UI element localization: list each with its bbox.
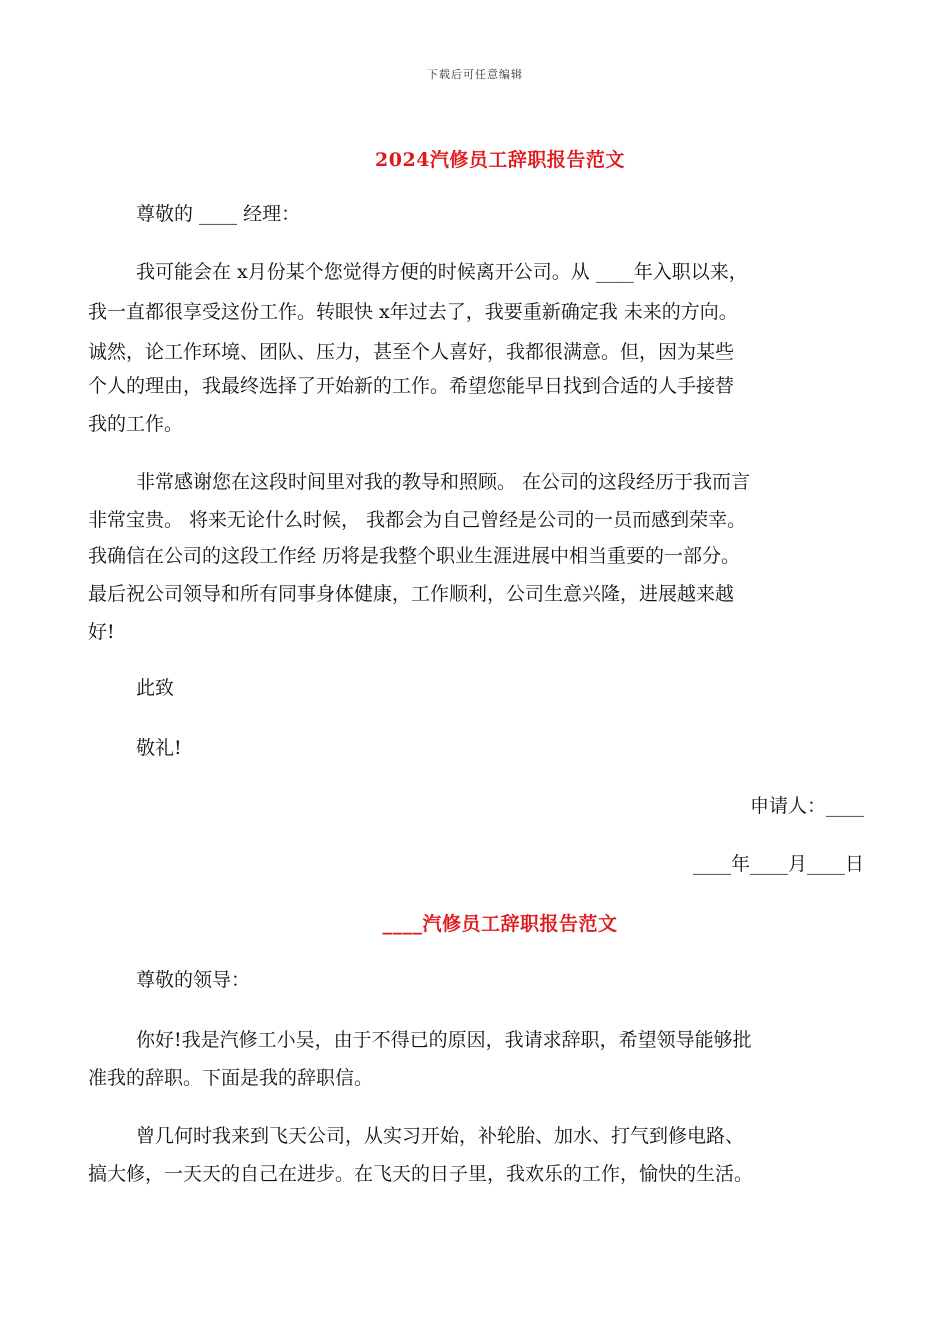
date-line: ____年____月____日 bbox=[692, 853, 864, 875]
letter1-salutation: 尊敬的 ____ 经理： bbox=[136, 203, 301, 225]
letter1-para2-line: 好! bbox=[88, 621, 115, 643]
header-note: 下载后可任意编辑 bbox=[427, 68, 523, 81]
letter2-para1-line: 准我的辞职。下面是我的辞职信。 bbox=[88, 1067, 374, 1089]
letter1-para2-line: 非常感谢您在这段时间里对我的教导和照顾。 在公司的这段经历于我而言 bbox=[136, 471, 751, 493]
letter1-regards: 敬礼! bbox=[136, 737, 182, 759]
letter2-para2-line: 曾几何时我来到飞天公司，从实习开始，补轮胎、加水、打气到修电路、 bbox=[136, 1125, 745, 1147]
letter1-closing: 此致 bbox=[136, 677, 175, 699]
letter2-para2-line: 搞大修，一天天的自己在进步。在飞天的日子里，我欢乐的工作，愉快的生活。 bbox=[88, 1163, 754, 1185]
letter1-para2-line: 最后祝公司领导和所有同事身体健康，工作顺利，公司生意兴隆，进展越来越 bbox=[88, 583, 735, 605]
letter1-para2-line: 非常宝贵。 将来无论什么时候， 我都会为自己曾经是公司的一员而感到荣幸。 bbox=[88, 509, 747, 531]
letter2-salutation: 尊敬的领导： bbox=[136, 969, 251, 991]
letter1-para1-line: 我可能会在 x月份某个您觉得方便的时候离开公司。从 ____年入职以来， bbox=[136, 261, 748, 283]
letter1-para1-line: 我一直都很享受这份工作。转眼快 x年过去了，我要重新确定我 未来的方向。 bbox=[88, 301, 738, 323]
letter1-para2-line: 我确信在公司的这段工作经 历将是我整个职业生涯进展中相当重要的一部分。 bbox=[88, 545, 741, 567]
letter1-title: 2024汽修员工辞职报告范文 bbox=[375, 149, 625, 171]
letter1-para1-line: 个人的理由，我最终选择了开始新的工作。希望您能早日找到合适的人手接替 bbox=[88, 375, 735, 397]
letter1-para1-line: 诚然，论工作环境、团队、压力，甚至个人喜好，我都很满意。但，因为某些 bbox=[88, 341, 735, 363]
letter2-para1-line: 你好!我是汽修工小吴，由于不得已的原因，我请求辞职，希望领导能够批 bbox=[136, 1029, 752, 1051]
letter2-title: ____汽修员工辞职报告范文 bbox=[382, 913, 618, 935]
letter1-para1-line: 我的工作。 bbox=[88, 413, 184, 435]
applicant-line: 申请人：____ bbox=[749, 795, 864, 817]
